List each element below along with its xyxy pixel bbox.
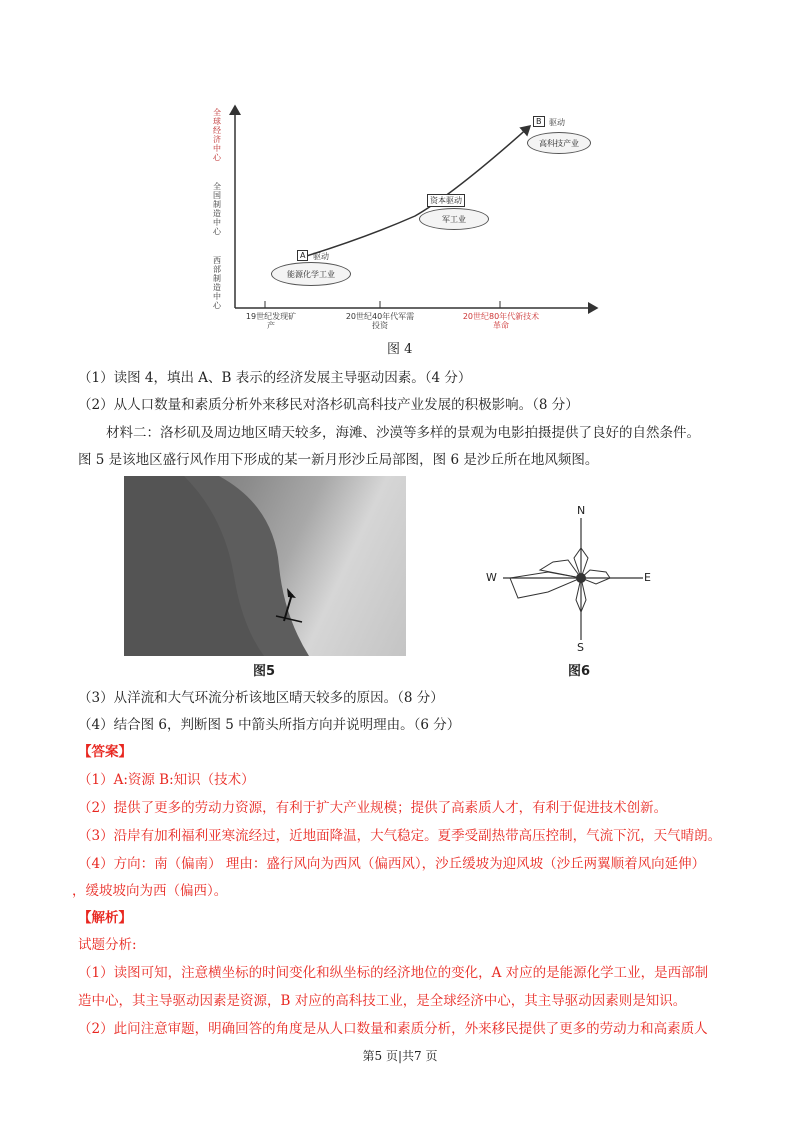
x-label-40s: 20世纪40年代军需投资	[345, 312, 415, 330]
x-label-80s: 20世纪80年代新技术革命	[462, 312, 540, 330]
dune-illustration	[124, 476, 406, 656]
page-footer: 第5 页|共7 页	[362, 1049, 438, 1063]
figure-6-wind-rose	[478, 500, 658, 660]
y-label-global: 全球经济中心	[213, 108, 221, 162]
x-label-19c: 19世纪发现矿产	[245, 312, 297, 330]
answer-1: （1）A:资源 B:知识（技术）	[78, 772, 255, 788]
answer-heading: 【答案】	[78, 744, 132, 760]
box-capital: 资本驱动	[427, 194, 465, 207]
box-a: A	[297, 250, 308, 261]
ellipse-hightech: 高科技产业	[527, 132, 591, 154]
material-2-line-2: 图 5 是该地区盛行风作用下形成的某一新月形沙丘局部图，图 6 是沙丘所在地风频图。	[78, 452, 599, 468]
box-b: B	[533, 116, 545, 127]
box-a-text: 驱动	[313, 252, 329, 261]
answer-4-line-1: （4）方向：南（偏南） 理由：盛行风向为西风（偏西风），沙丘缓坡为迎风坡（沙丘两翼顺着风向延伸）	[78, 856, 706, 872]
ellipse-military: 军工业	[419, 208, 489, 230]
figure-6-caption: 图6	[568, 664, 591, 679]
figure-4	[205, 98, 605, 333]
ellipse-energy-chemical: 能源化学工业	[271, 262, 351, 286]
compass-w: W	[486, 571, 497, 584]
y-label-western: 西部制造中心	[213, 256, 221, 310]
material-2-line-1: 材料二：洛杉矶及周边地区晴天较多，海滩、沙漠等多样的景观为电影拍摄提供了良好的自然条件。	[106, 425, 700, 441]
analysis-subheading: 试题分析:	[78, 937, 137, 953]
wind-rose-svg	[478, 500, 658, 660]
answer-3: （3）沿岸有加利福利亚寒流经过，近地面降温，大气稳定。夏季受副热带高压控制，气流下沉，天气晴朗。	[78, 828, 722, 844]
figure-4-caption: 图 4	[387, 342, 413, 357]
compass-s: S	[577, 641, 584, 654]
figure-5-photo	[124, 476, 406, 656]
compass-n: N	[577, 504, 586, 517]
answer-4-line-2: ，缓坡坡向为西（偏西）。	[72, 883, 228, 899]
analysis-2-line-1: （2）此问注意审题，明确回答的角度是从人口数量和素质分析，外来移民提供了更多的劳动力和高素质人	[78, 1021, 708, 1037]
question-4: （4）结合图 6，判断图 5 中箭头所指方向并说明理由。（6 分）	[78, 717, 461, 733]
answer-2: （2）提供了更多的劳动力资源，有利于扩大产业规模；提供了高素质人才，有利于促进技术创新。	[78, 800, 668, 816]
question-2: （2）从人口数量和素质分析外来移民对洛杉矶高科技产业发展的积极影响。（8 分）	[78, 397, 579, 413]
box-b-text: 驱动	[549, 118, 565, 127]
analysis-heading: 【解析】	[78, 910, 132, 926]
analysis-1-line-2: 造中心，其主导驱动因素是资源，B 对应的高科技工业，是全球经济中心，其主导驱动因素则是知识。	[78, 993, 687, 1009]
analysis-1-line-1: （1）读图可知，注意横坐标的时间变化和纵坐标的经济地位的变化，A 对应的是能源化学工业，是西部制	[78, 965, 709, 981]
question-3: （3）从洋流和大气环流分析该地区晴天较多的原因。（8 分）	[78, 690, 444, 706]
figure-5-caption: 图5	[253, 664, 276, 679]
y-label-national: 全国制造中心	[213, 182, 221, 236]
compass-e: E	[644, 571, 651, 584]
question-1: （1）读图 4，填出 A、B 表示的经济发展主导驱动因素。（4 分）	[78, 370, 472, 386]
